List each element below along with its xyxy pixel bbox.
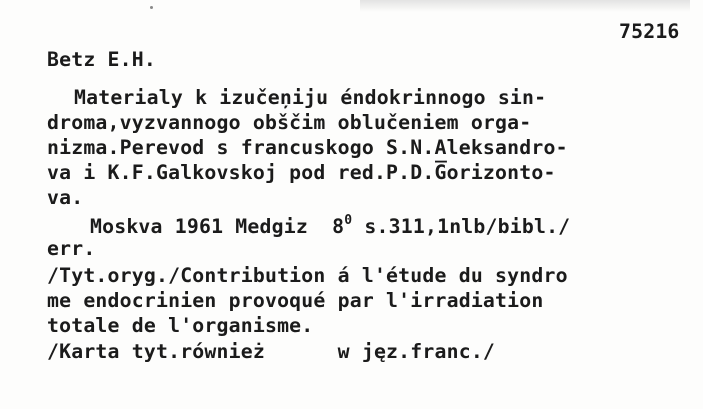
- catalog-number: 75216: [619, 20, 680, 43]
- imprint-continuation: err.: [47, 237, 96, 260]
- imprint-after: s.311,1nlb/bibl./: [352, 215, 571, 238]
- title-line-5: va.: [47, 186, 84, 209]
- original-title-line-3: totale de l'organisme.: [47, 314, 314, 337]
- ink-speck: [150, 6, 153, 9]
- title-line-1: Materialy k izučeņiju éndokrinnogo sin-: [74, 86, 547, 109]
- title-line-2: droma,vyzvannogo obščim oblučeniem orga-: [47, 111, 532, 134]
- imprint-line: [90, 214, 570, 237]
- original-title-line-2: me endocrinien provoqué par l'irradiation: [47, 289, 544, 312]
- author-heading: Betz E.H.: [47, 48, 156, 71]
- note-line: /Karta tyt.również w jęz.franc./: [47, 340, 496, 363]
- imprint-superscript: 0: [344, 213, 353, 228]
- title-line-4: va i K.F.Galkovskoj pod red.P.D.G̅orizontо-: [47, 161, 556, 184]
- top-edge-smudge: [360, 0, 690, 12]
- title-line-3: nizma.Perevod s francuskogo S.N.Aleksandro-: [47, 136, 568, 159]
- imprint-before: Moskva 1961 Medgiz 8: [90, 215, 345, 238]
- original-title-line-1: /Tyt.oryg./Contribution á l'étude du syndro: [47, 264, 568, 287]
